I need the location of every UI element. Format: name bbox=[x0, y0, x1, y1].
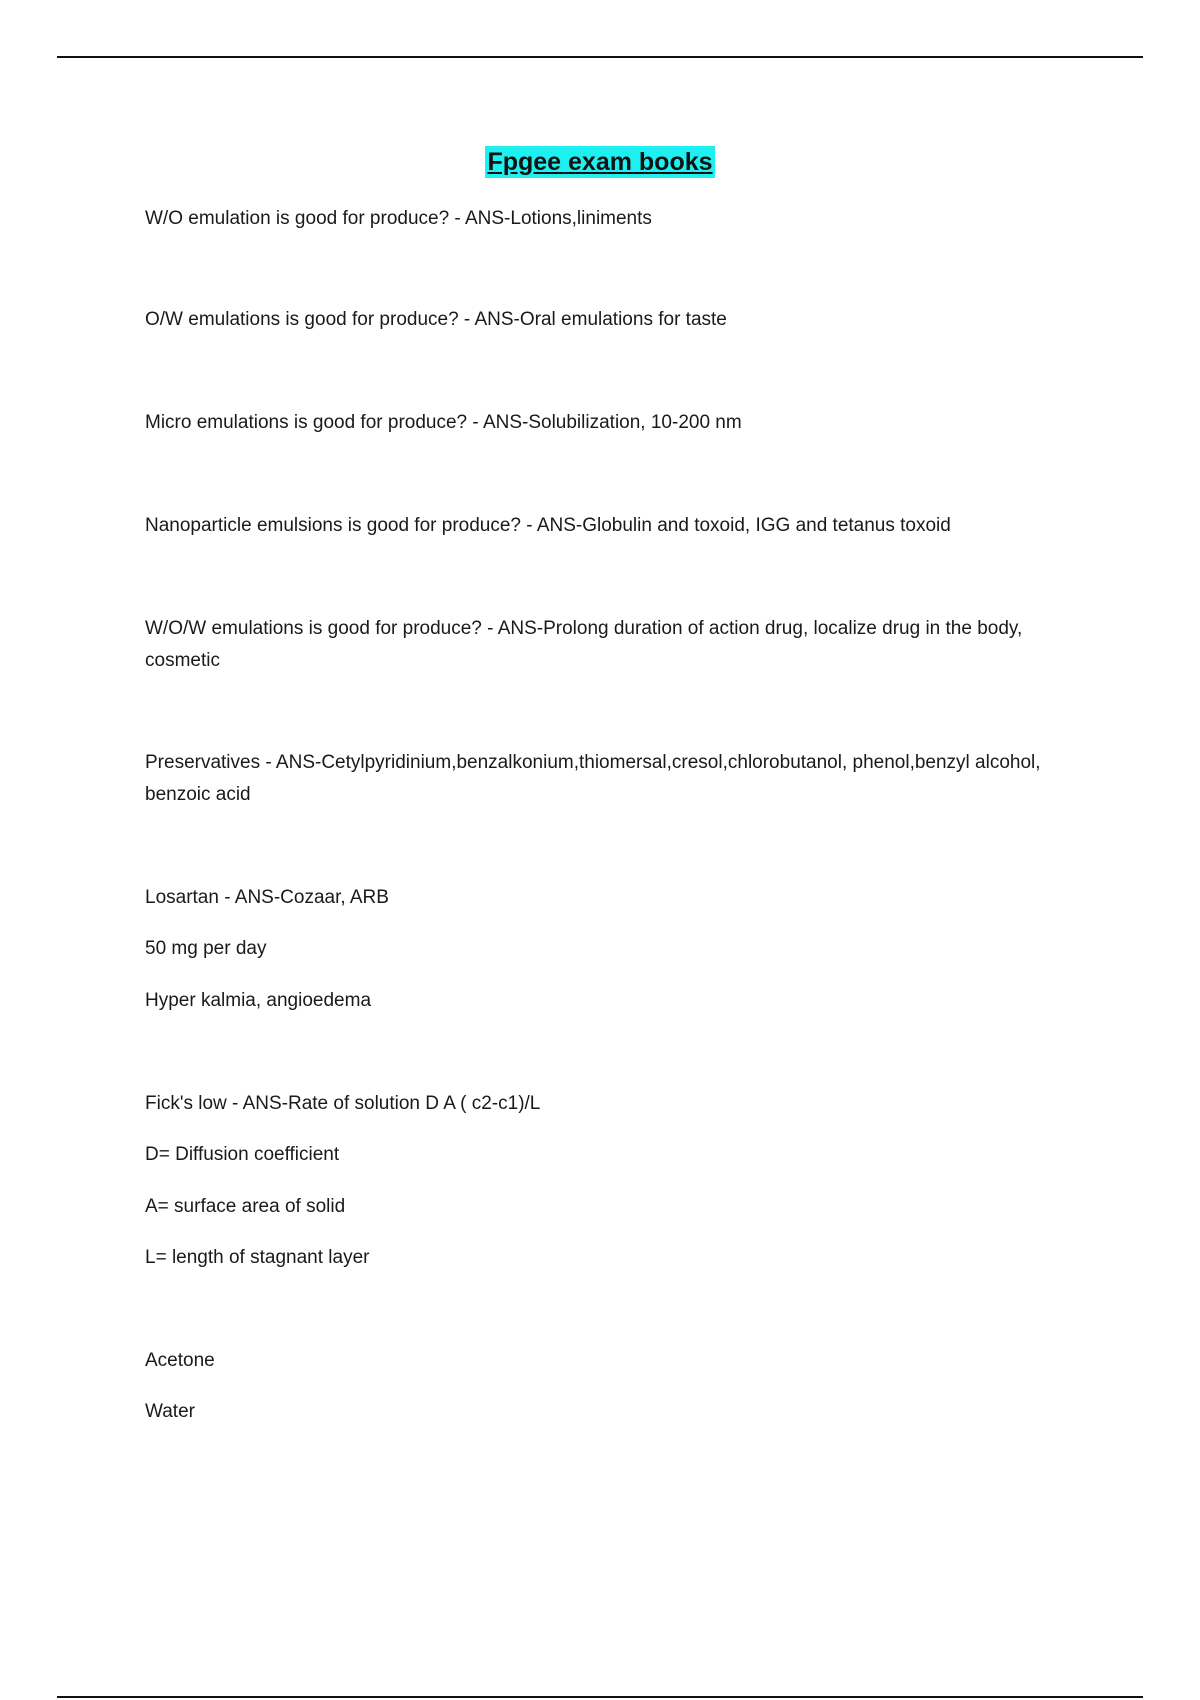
losartan-dose-line: 50 mg per day bbox=[145, 938, 267, 959]
losartan-side-effects-line: Hyper kalmia, angioedema bbox=[145, 990, 372, 1011]
ficks-law-l-line: L= length of stagnant layer bbox=[145, 1247, 370, 1268]
document-title: Fpgee exam books bbox=[487, 148, 713, 176]
qa-entry-nanoparticle-emulsion: Nanoparticle emulsions is good for produce? - ANS-Globulin and toxoid, IGG and tetanus toxoid bbox=[145, 515, 951, 536]
qa-entry-wo-emulsion: W/O emulation is good for produce? - ANS-Lotions,liniments bbox=[145, 208, 652, 229]
qa-entry-micro-emulsion: Micro emulations is good for produce? - ANS-Solubilization, 10-200 nm bbox=[145, 412, 742, 433]
title-container bbox=[0, 146, 1200, 178]
qa-entry-wow-emulsion: W/O/W emulations is good for produce? - ANS-Prolong duration of action drug, localize drug in the body, cosmetic bbox=[145, 618, 1023, 671]
qa-entry-preservatives: Preservatives - ANS-Cetylpyridinium,benzalkonium,thiomersal,cresol,chlorobutanol, phenol,benzyl alcohol, benzoic acid bbox=[145, 752, 1041, 805]
qa-entry-ow-emulsion: O/W emulations is good for produce? - ANS-Oral emulations for taste bbox=[145, 309, 727, 330]
acetone-line: Acetone bbox=[145, 1350, 215, 1371]
ficks-law-d-line: D= Diffusion coefficient bbox=[145, 1144, 340, 1165]
header-rule bbox=[57, 56, 1143, 58]
footer-rule bbox=[57, 1696, 1143, 1698]
water-line: Water bbox=[145, 1401, 195, 1422]
qa-entry-ficks-law: Fick's low - ANS-Rate of solution D A ( c2-c1)/L bbox=[145, 1093, 541, 1114]
qa-entry-losartan: Losartan - ANS-Cozaar, ARB bbox=[145, 887, 389, 908]
ficks-law-a-line: A= surface area of solid bbox=[145, 1196, 346, 1217]
